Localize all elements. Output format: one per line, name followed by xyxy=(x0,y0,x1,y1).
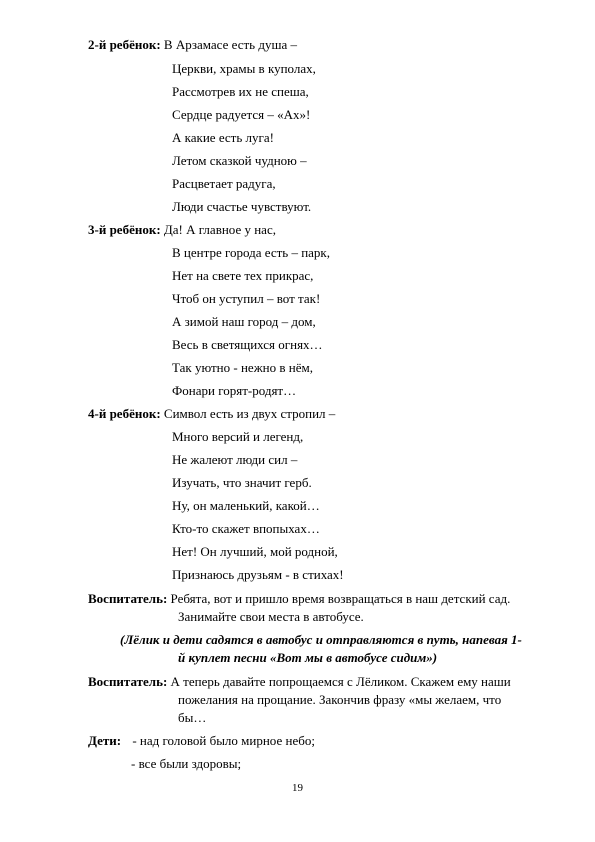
verse-line: Церкви, храмы в куполах, xyxy=(172,61,316,76)
child2-first-verse: В Арзамасе есть душа – xyxy=(163,37,298,52)
child2-line xyxy=(88,37,297,53)
child4-first-verse: Символ есть из двух стропил – xyxy=(163,406,336,421)
verse-line: Кто-то скажет впопыхах… xyxy=(172,521,320,536)
verse-line: Весь в светящихся огнях… xyxy=(172,337,323,352)
page-number: 19 xyxy=(292,782,303,794)
verse-line: Расцветает радуга, xyxy=(172,176,276,191)
child3-first-verse: Да! А главное у нас, xyxy=(163,222,276,237)
stage-direction-2: й куплет песни «Вот мы в автобусе сидим») xyxy=(178,650,438,665)
verse-line: Летом сказкой чудною – xyxy=(172,153,307,168)
verse-line: Рассмотрев их не спеша, xyxy=(172,84,309,99)
verse-line: Нет на свете тех прикрас, xyxy=(172,268,314,283)
verse-line: Сердце радуется – «Ах»! xyxy=(172,107,311,122)
teacher2-text-1: А теперь давайте попрощаемся с Лёликом. Скажем ему наши xyxy=(170,674,511,689)
verse-line: Признаюсь друзьям - в стихах! xyxy=(172,567,344,582)
verse-line: Так уютно - нежно в нём, xyxy=(172,360,313,375)
verse-line: А какие есть луга! xyxy=(172,130,274,145)
child3-line xyxy=(88,222,276,238)
teacher2-line xyxy=(88,674,511,690)
child3-speaker: 3-й ребёнок: xyxy=(88,222,161,237)
teacher1-line xyxy=(88,591,510,607)
verse-line: Много версий и легенд, xyxy=(172,429,304,444)
child4-line xyxy=(88,406,335,422)
kids-speaker: Дети: xyxy=(88,733,122,748)
verse-line: В центре города есть – парк, xyxy=(172,245,330,260)
teacher2-text-2: пожелания на прощание. Закончив фразу «мы желаем, что xyxy=(178,692,502,707)
stage-direction-1: (Лёлик и дети садятся в автобус и отправляются в путь, напевая 1- xyxy=(120,632,522,647)
verse-line: Нет! Он лучший, мой родной, xyxy=(172,544,338,559)
kids-text-2: - все были здоровы; xyxy=(131,756,242,771)
verse-line: Изучать, что значит герб. xyxy=(172,475,312,490)
verse-line: Не жалеют люди сил – xyxy=(172,452,298,467)
verse-line: Люди счастье чувствуют. xyxy=(172,199,312,214)
verse-line: Фонари горят-родят… xyxy=(172,383,297,398)
verse-line: Чтоб он уступил – вот так! xyxy=(172,291,321,306)
kids-line xyxy=(88,733,315,749)
teacher2-speaker: Воспитатель: xyxy=(88,674,168,689)
teacher1-text-1: Ребята, вот и пришло время возвращаться в наш детский сад. xyxy=(170,591,511,606)
verse-line: А зимой наш город – дом, xyxy=(172,314,316,329)
child2-speaker: 2-й ребёнок: xyxy=(88,37,161,52)
teacher1-speaker: Воспитатель: xyxy=(88,591,168,606)
teacher2-text-3: бы… xyxy=(178,710,207,725)
verse-line: Ну, он маленький, какой… xyxy=(172,498,320,513)
child4-speaker: 4-й ребёнок: xyxy=(88,406,161,421)
kids-text-1: - над головой было мирное небо; xyxy=(132,733,315,748)
teacher1-text-2: Занимайте свои места в автобусе. xyxy=(178,609,364,624)
